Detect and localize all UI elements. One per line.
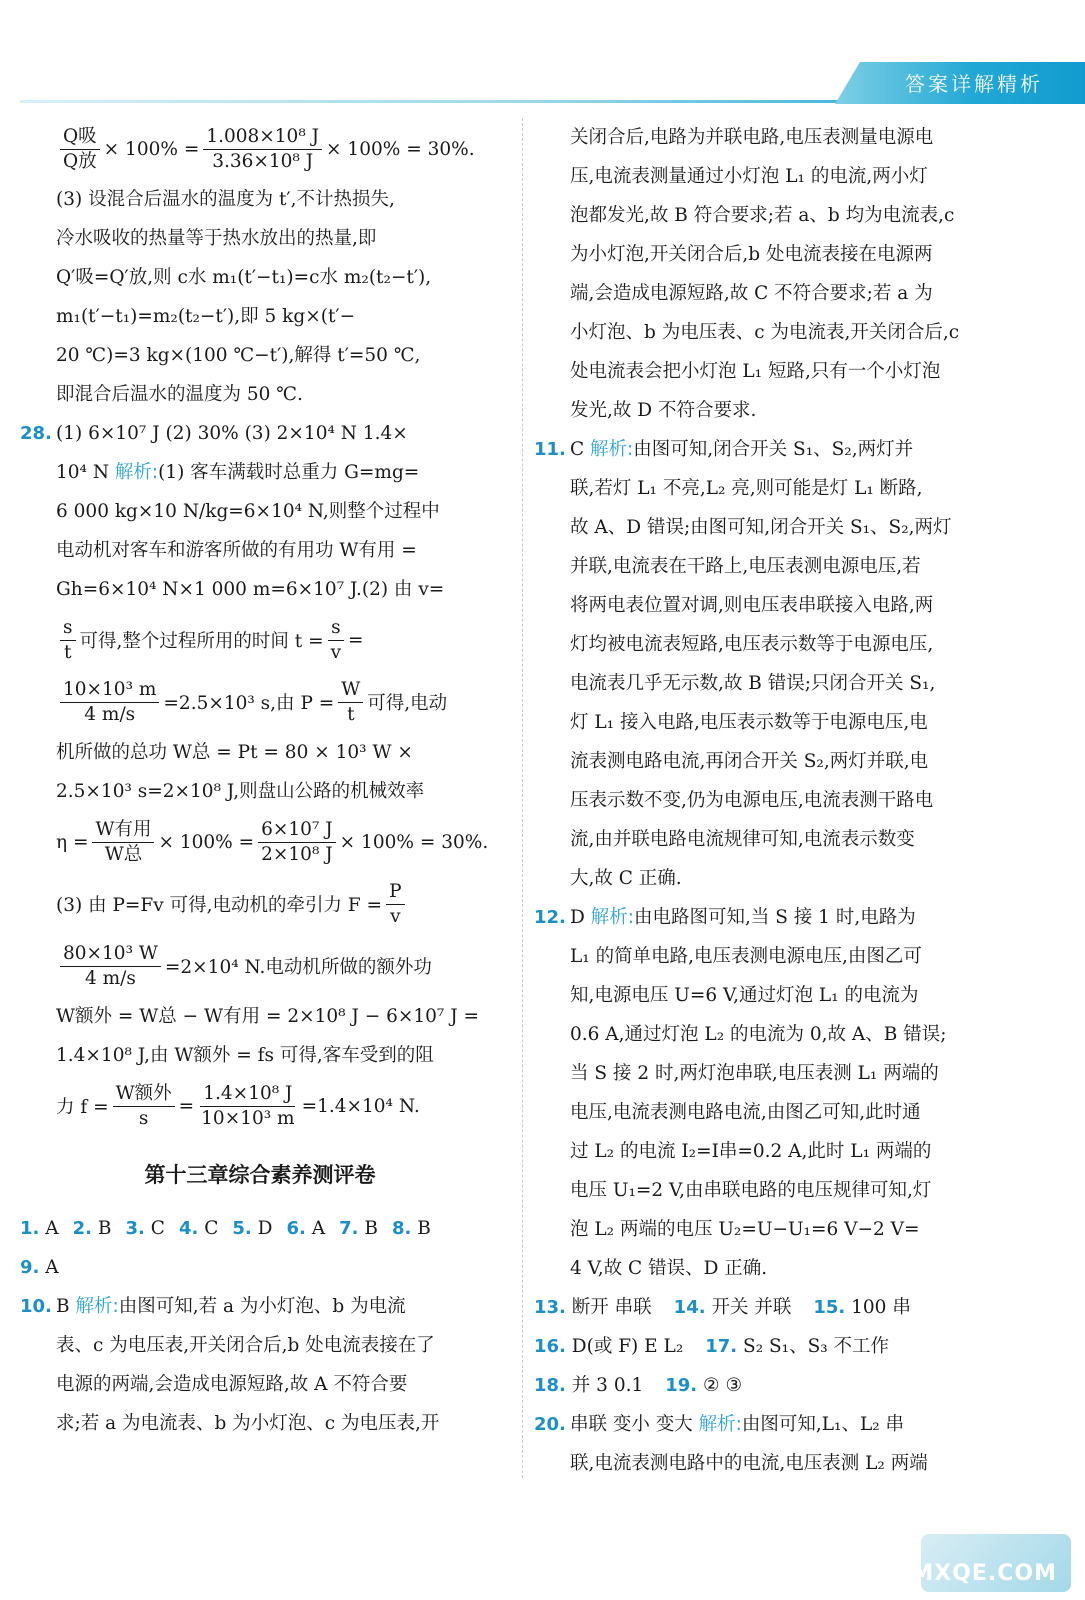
text-line	[20, 1365, 500, 1404]
answer-item	[392, 1218, 431, 1239]
text-line	[534, 703, 1024, 742]
fraction-denominator: t	[64, 641, 72, 663]
formula-line	[20, 609, 500, 671]
text-line	[534, 1171, 1024, 1210]
line-text: 泡 L₂ 两端的电压 U₂=U−U₁=6 V−2 V=	[570, 1219, 920, 1240]
answer-row	[534, 1366, 1024, 1405]
answer-item	[232, 1218, 272, 1239]
question-number: 11.	[534, 439, 566, 460]
answer-text: B	[97, 1218, 112, 1239]
answer-item	[674, 1297, 792, 1318]
answer-item	[534, 1297, 652, 1318]
line-text: 灯 L₁ 接入电路,电压表示数等于电源电压,电	[570, 712, 928, 733]
question-number: 28.	[20, 423, 52, 444]
formula-line	[20, 935, 500, 997]
answer-item	[179, 1218, 218, 1239]
fraction-numerator: 80×10³ W	[60, 943, 161, 967]
line-text: 0.6 A,通过灯泡 L₂ 的电流为 0,故 A、B 错误;	[570, 1024, 947, 1045]
text-line	[534, 586, 1024, 625]
answer-row	[20, 1209, 500, 1248]
fraction-denominator: v	[330, 641, 342, 663]
text-line	[534, 313, 1024, 352]
answer-text: C	[570, 439, 585, 460]
line-text: 知,电源电压 U=6 V,通过灯泡 L₁ 的电流为	[570, 985, 919, 1006]
line-text: 求;若 a 为电流表、b 为小灯泡、c 为电压表,开	[56, 1413, 440, 1434]
fraction	[338, 679, 363, 726]
text-line	[20, 258, 500, 297]
line-text: 电流表几乎无示数,故 B 错误;只闭合开关 S₁,	[570, 673, 936, 694]
answer-item	[813, 1297, 910, 1318]
line-text: 联,电流表测电路中的电流,电压表测 L₂ 两端	[570, 1453, 928, 1474]
fraction-denominator: 3.36×10⁸ J	[212, 150, 314, 172]
line-text: 关闭合后,电路为并联电路,电压表测量电源电	[570, 127, 934, 148]
fraction-numerator: 6×10⁷ J	[258, 819, 336, 843]
line-text: 大,故 C 正确.	[570, 868, 682, 889]
question-line	[534, 898, 1024, 937]
fraction-numerator: 1.008×10⁸ J	[203, 126, 322, 150]
text-line	[534, 469, 1024, 508]
line-text: (1) 客车满载时总重力 G=mg=	[158, 462, 420, 483]
answer-text: S₂ S₁、S₃ 不工作	[743, 1336, 890, 1357]
fraction-denominator: s	[138, 1107, 149, 1129]
fraction-denominator: Q放	[63, 150, 97, 172]
answer-row	[534, 1288, 1024, 1327]
line-text: L₁ 的简单电路,电压表测电源电压,由图乙可	[570, 946, 922, 967]
text-line	[534, 1249, 1024, 1288]
question-number: 13.	[534, 1297, 566, 1318]
analysis-label: 解析:	[698, 1414, 742, 1435]
answer-text: A	[45, 1257, 59, 1278]
text-line	[20, 997, 500, 1036]
formula-text: =	[178, 1095, 195, 1117]
answer-item	[665, 1375, 742, 1396]
formula-text: =1.4×10⁴ N.	[301, 1095, 420, 1117]
line-text: 将两电表位置对调,则电压表串联接入电路,两	[570, 595, 934, 616]
question-number: 5.	[232, 1218, 252, 1239]
fraction-denominator: W总	[104, 843, 143, 865]
text-line	[20, 375, 500, 414]
text-line	[20, 1326, 500, 1365]
answer-item	[534, 1336, 683, 1357]
fraction-numerator: W有用	[92, 819, 154, 843]
line-text: 泡都发光,故 B 符合要求;若 a、b 均为电流表,c	[570, 205, 955, 226]
header-rule	[20, 100, 850, 103]
question-number: 16.	[534, 1336, 566, 1357]
line-text: W额外 = W总 − W有用 = 2×10⁸ J − 6×10⁷ J =	[56, 1006, 480, 1027]
text-line	[20, 733, 500, 772]
answer-text: B	[417, 1218, 431, 1239]
answer-item	[339, 1218, 378, 1239]
line-text: Q′吸=Q′放,则 c水 m₁(t′−t₁)=c水 m₂(t₂−t′),	[56, 267, 432, 288]
line-text: 流,由并联电路电流规律可知,电流表示数变	[570, 829, 915, 850]
answer-text: 串联 变小 变大	[570, 1414, 693, 1435]
text-line	[534, 820, 1024, 859]
line-text: 灯均被电流表短路,电压表示数等于电源电压,	[570, 634, 934, 655]
formula-text: =2×10⁴ N.电动机所做的额外功	[164, 957, 432, 978]
answer-text: D	[257, 1218, 273, 1239]
text-line	[20, 453, 500, 492]
answer-item	[20, 1218, 59, 1239]
line-text: 电压 U₁=2 V,由串联电路的电压规律可知,灯	[570, 1180, 932, 1201]
text-line	[534, 1015, 1024, 1054]
line-text: m₁(t′−t₁)=m₂(t₂−t′),即 5 kg×(t′−	[56, 306, 356, 327]
fraction	[258, 819, 336, 866]
formula-text: (3) 由 P=Fv 可得,电动机的牵引力 F =	[56, 895, 383, 916]
text-line	[20, 1404, 500, 1443]
question-number: 12.	[534, 907, 566, 928]
fraction-numerator: W	[338, 679, 363, 703]
formula-text: 力 f =	[56, 1097, 109, 1118]
fraction	[60, 943, 161, 990]
formula-line	[20, 873, 500, 935]
line-text: 20 ℃)=3 kg×(100 ℃−t′),解得 t′=50 ℃,	[56, 345, 421, 366]
formula-text: × 100% = 30%.	[339, 831, 489, 853]
analysis-label: 解析:	[75, 1296, 119, 1317]
fraction	[92, 819, 154, 866]
question-number: 10.	[20, 1296, 52, 1317]
text-line	[534, 859, 1024, 898]
question-number: 14.	[673, 1297, 706, 1318]
line-text: 过 L₂ 的电流 I₂=I串=0.2 A,此时 L₁ 两端的	[570, 1141, 932, 1162]
formula-text: × 100% = 30%.	[326, 138, 475, 160]
fraction-numerator: Q吸	[60, 126, 100, 150]
section-title: 第十三章综合素养测评卷	[144, 1163, 376, 1187]
formula-text: =2.5×10³ s,由 P =	[163, 693, 335, 714]
line-text: 4 V,故 C 错误、D 正确.	[570, 1258, 768, 1279]
answer-item	[286, 1218, 325, 1239]
line-text: 端,会造成电源短路,故 C 不符合要求;若 a 为	[570, 283, 933, 304]
line-text: 压,电流表测量通过小灯泡 L₁ 的电流,两小灯	[570, 166, 928, 187]
line-text: 电动机对客车和游客所做的有用功 W有用 =	[56, 540, 417, 561]
answer-text: 断开 串联	[571, 1297, 652, 1318]
answer-text: A	[45, 1218, 59, 1239]
question-number: 15.	[813, 1297, 846, 1318]
text-line	[20, 219, 500, 258]
answer-text: A	[311, 1218, 326, 1239]
text-line	[534, 781, 1024, 820]
line-text: 电源的两端,会造成电源短路,故 A 不符合要	[56, 1374, 408, 1395]
formula-text: × 100% =	[103, 138, 200, 160]
line-text: 故 A、D 错误;由图可知,闭合开关 S₁、S₂,两灯	[570, 517, 952, 538]
fraction	[386, 881, 404, 928]
fraction	[60, 679, 159, 726]
question-number: 8.	[391, 1218, 412, 1239]
answer-item	[705, 1336, 889, 1357]
text-line	[534, 625, 1024, 664]
answer-item	[20, 1257, 59, 1278]
fraction	[328, 617, 344, 664]
answer-text: 并 3 0.1	[571, 1375, 644, 1396]
analysis-label: 解析:	[590, 907, 634, 928]
line-text: 由电路图可知,当 S 接 1 时,电路为	[633, 907, 916, 928]
answer-text: (1) 6×10⁷ J (2) 30% (3) 2×10⁴ N 1.4×	[56, 423, 408, 444]
line-text: 压表示数不变,仍为电源电压,电流表测干路电	[570, 790, 934, 811]
fraction-denominator: v	[390, 905, 401, 927]
answer-text: 开关 并联	[711, 1297, 792, 1318]
analysis-label: 解析:	[590, 439, 634, 460]
analysis-label: 解析:	[114, 462, 159, 483]
fraction-denominator: 4 m/s	[84, 703, 136, 725]
fraction	[113, 1083, 175, 1130]
answer-text: D	[570, 907, 585, 928]
line-text: 小灯泡、b 为电压表、c 为电流表,开关闭合后,c	[570, 322, 960, 343]
question-number: 1.	[20, 1218, 40, 1239]
line-text: 冷水吸收的热量等于热水放出的热量,即	[56, 228, 377, 249]
text-line	[534, 664, 1024, 703]
formula-text: =	[348, 629, 364, 651]
text-line	[534, 1444, 1024, 1483]
answer-text: 100 串	[851, 1297, 911, 1318]
formula-text: 可得,整个过程所用的时间 t =	[79, 631, 324, 652]
fraction-denominator: 10×10³ m	[201, 1107, 295, 1129]
text-line	[534, 742, 1024, 781]
fraction	[198, 1083, 297, 1130]
question-number: 4.	[178, 1218, 199, 1239]
fraction-numerator: s	[328, 617, 344, 641]
fraction-denominator: 2×10⁸ J	[261, 843, 333, 865]
right-column	[534, 118, 1024, 1483]
line-text: 即混合后温水的温度为 50 ℃.	[56, 384, 303, 405]
formula-line	[20, 118, 500, 180]
fraction-numerator: 1.4×10⁸ J	[200, 1083, 295, 1107]
line-text: 发光,故 D 不符合要求.	[570, 400, 757, 421]
fraction	[60, 126, 100, 173]
line-text: 处电流表会把小灯泡 L₁ 短路,只有一个小灯泡	[570, 361, 941, 382]
column-divider	[522, 118, 523, 1478]
question-number: 3.	[125, 1218, 145, 1239]
line-text: 流表测电路电流,再闭合开关 S₂,两灯并联,电	[570, 751, 929, 772]
text-line	[534, 937, 1024, 976]
text-line	[534, 274, 1024, 313]
left-column	[20, 118, 500, 1443]
line-text: 机所做的总功 W总 = Pt = 80 × 10³ W ×	[56, 742, 413, 763]
line-text: 10⁴ N	[56, 462, 110, 483]
line-text: 由图可知,闭合开关 S₁、S₂,两灯并	[633, 439, 914, 460]
formula-line	[20, 811, 500, 873]
formula-text: 可得,电动	[367, 693, 448, 714]
answer-text: ② ③	[703, 1375, 743, 1396]
line-text: 由图可知,L₁、L₂ 串	[741, 1414, 905, 1435]
fraction-numerator: s	[60, 617, 76, 641]
line-text: 为小灯泡,开关闭合后,b 处电流表接在电源两	[570, 244, 933, 265]
line-text: (3) 设混合后温水的温度为 t′,不计热损失,	[56, 189, 395, 210]
fraction-numerator: W额外	[113, 1083, 175, 1107]
question-number: 19.	[665, 1375, 698, 1396]
text-line	[20, 570, 500, 609]
question-number: 17.	[705, 1336, 738, 1357]
line-text: 并联,电流表在干路上,电压表测电源电压,若	[570, 556, 921, 577]
text-line	[534, 976, 1024, 1015]
text-line	[534, 1210, 1024, 1249]
text-line	[20, 336, 500, 375]
header-title: 答案详解精析	[905, 72, 1043, 96]
fraction-numerator: 10×10³ m	[60, 679, 159, 703]
fraction-denominator: 4 m/s	[84, 967, 136, 989]
line-text: 2.5×10³ s=2×10⁸ J,则盘山公路的机械效率	[56, 781, 425, 802]
answer-row	[20, 1248, 500, 1287]
question-number: 20.	[534, 1414, 566, 1435]
question-line	[20, 414, 500, 453]
line-text: 1.4×10⁸ J,由 W额外 = fs 可得,客车受到的阻	[56, 1045, 434, 1066]
line-text: 6 000 kg×10 N/kg=6×10⁴ N,则整个过程中	[56, 501, 440, 522]
answer-item	[534, 1375, 643, 1396]
answer-item	[73, 1218, 112, 1239]
question-number: 6.	[286, 1218, 306, 1239]
text-line	[534, 196, 1024, 235]
text-line	[20, 180, 500, 219]
text-line	[534, 391, 1024, 430]
answer-text: D(或 F) E L₂	[571, 1336, 684, 1357]
text-line	[534, 508, 1024, 547]
text-line	[20, 297, 500, 336]
fraction-numerator: P	[386, 881, 404, 905]
line-text: 由图可知,若 a 为小灯泡、b 为电流	[118, 1296, 406, 1317]
text-line	[20, 531, 500, 570]
answer-text: B	[56, 1296, 70, 1317]
answer-text: B	[364, 1218, 378, 1239]
fraction	[60, 617, 76, 664]
text-line	[534, 235, 1024, 274]
line-text: 表、c 为电压表,开关闭合后,b 处电流表接在了	[56, 1335, 435, 1356]
text-line	[534, 1054, 1024, 1093]
text-line	[534, 352, 1024, 391]
text-line	[534, 547, 1024, 586]
text-line	[534, 1093, 1024, 1132]
question-number: 18.	[534, 1375, 566, 1396]
line-text: 当 S 接 2 时,两灯泡串联,电压表测 L₁ 两端的	[570, 1063, 939, 1084]
text-line	[534, 1132, 1024, 1171]
question-line	[20, 1287, 500, 1326]
text-line	[534, 118, 1024, 157]
text-line	[20, 772, 500, 811]
line-text: Gh=6×10⁴ N×1 000 m=6×10⁷ J.(2) 由 v=	[56, 579, 445, 600]
watermark-text: MXQE.COM	[911, 1561, 1057, 1586]
text-line	[20, 492, 500, 531]
line-text: 电压,电流表测电路电流,由图乙可知,此时通	[570, 1102, 921, 1123]
formula-text: η =	[56, 831, 89, 853]
formula-line	[20, 671, 500, 733]
question-number: 9.	[20, 1257, 40, 1278]
formula-text: × 100% =	[158, 831, 255, 853]
answer-text: C	[150, 1218, 165, 1239]
fraction-denominator: t	[347, 703, 355, 725]
question-number: 7.	[339, 1218, 359, 1239]
fraction	[203, 126, 322, 173]
text-line	[20, 1036, 500, 1075]
question-number: 2.	[72, 1218, 93, 1239]
answer-row	[534, 1327, 1024, 1366]
formula-line	[20, 1075, 500, 1137]
line-text: 联,若灯 L₁ 不亮,L₂ 亮,则可能是灯 L₁ 断路,	[570, 478, 923, 499]
question-line	[534, 1405, 1024, 1444]
answer-item	[126, 1218, 165, 1239]
question-line	[534, 430, 1024, 469]
text-line	[534, 157, 1024, 196]
answer-text: C	[204, 1218, 219, 1239]
